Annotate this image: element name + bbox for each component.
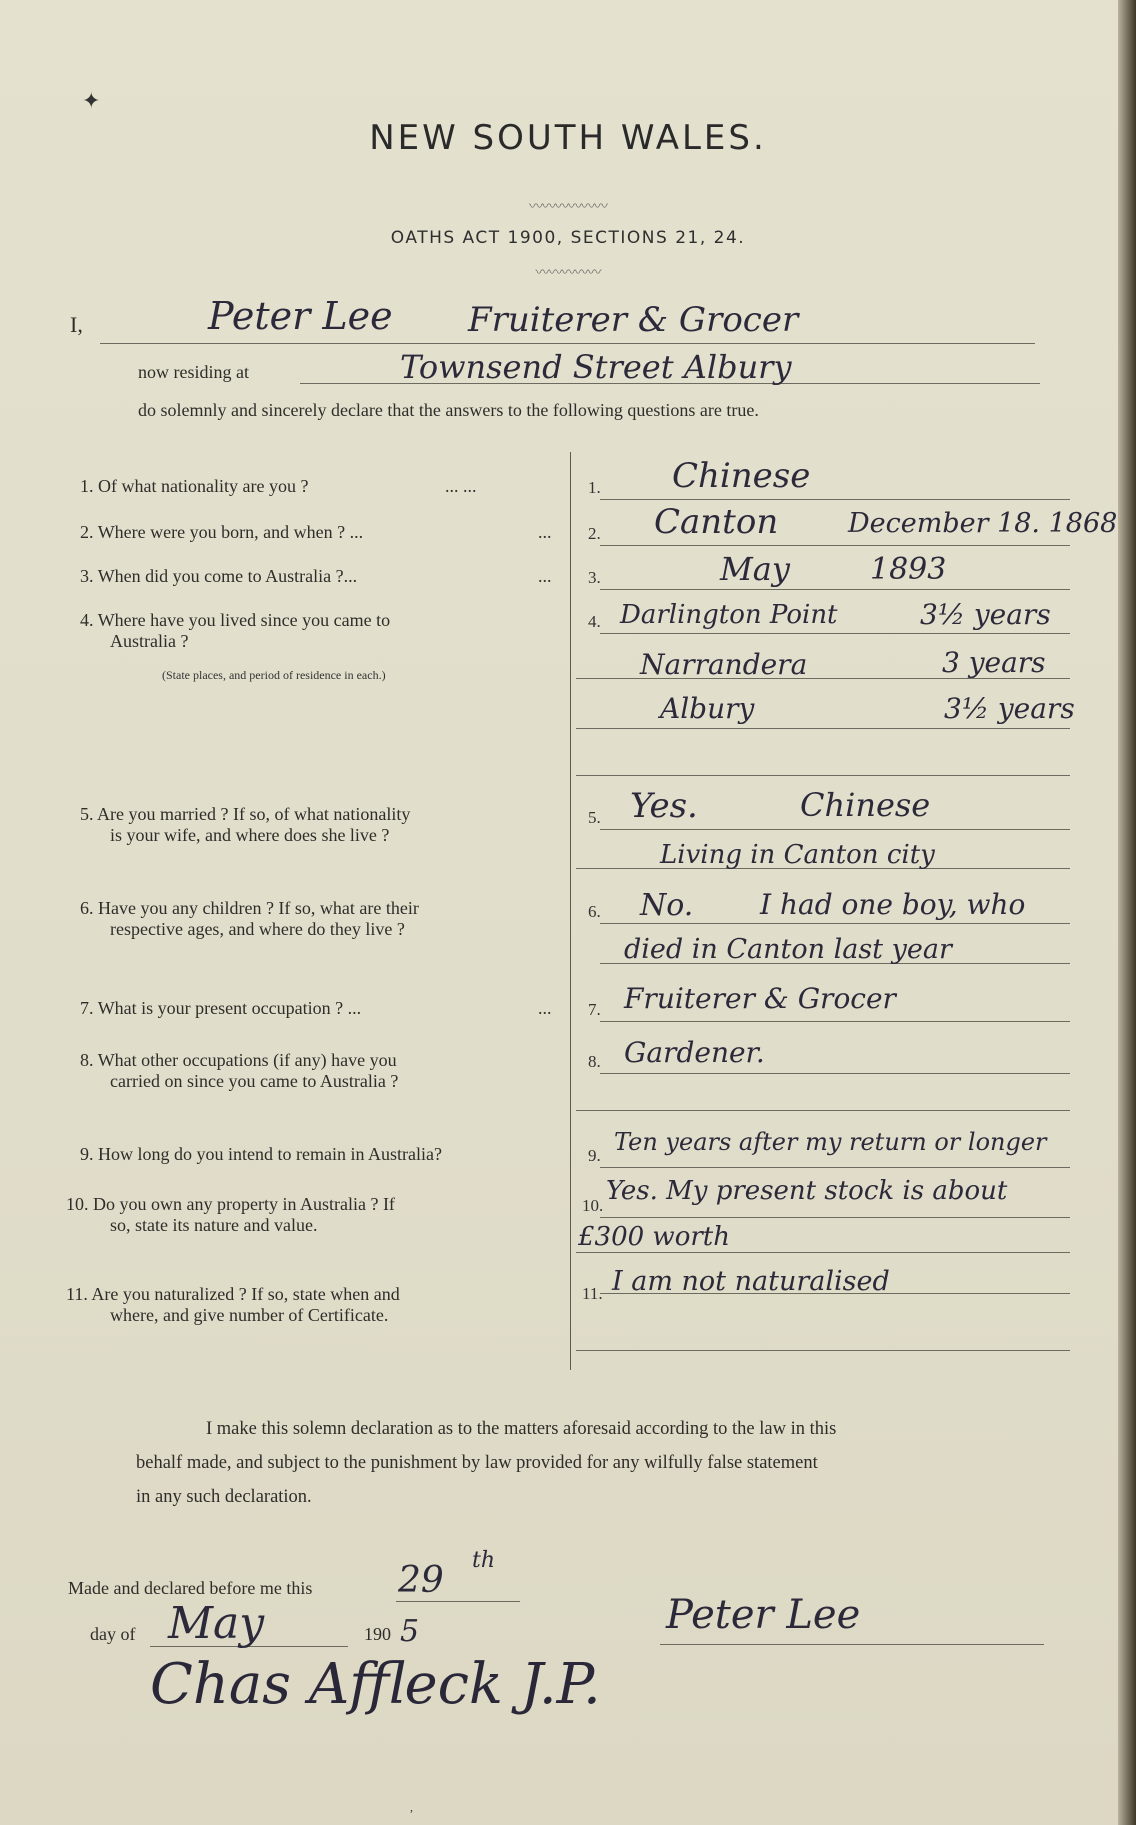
decorative-rule-bottom: 〰〰〰〰〰	[535, 266, 601, 281]
answer-6-rule-1	[600, 923, 1070, 924]
answer-5-num: 5.	[588, 808, 601, 827]
answer-4-rule-4	[576, 775, 1070, 776]
question-7: 7. What is your present occupation ? ...	[80, 998, 362, 1018]
justice-signature: Chas Affleck J.P.	[150, 1652, 601, 1717]
answer-7-occupation: Fruiterer & Grocer	[624, 982, 896, 1015]
question-2: 2. Where were you born, and when ? ...	[80, 522, 364, 542]
ink-mark: ✦	[82, 88, 101, 113]
made-declared-label: Made and declared before me this	[68, 1578, 313, 1598]
answer-4-place-2: Narrandera	[640, 648, 808, 681]
answer-6-detail-1: I had one boy, who	[760, 888, 1026, 921]
year-digit: 5	[400, 1614, 420, 1649]
answer-10-value: £300 worth	[578, 1222, 730, 1252]
answer-10-rule-2	[576, 1252, 1070, 1253]
column-divider	[570, 452, 571, 1370]
answer-4-period-3: 3½ years	[944, 692, 1075, 725]
answer-9-num: 9.	[588, 1146, 601, 1165]
answer-8-rule-1	[600, 1073, 1070, 1074]
year-prefix: 190	[364, 1624, 391, 1644]
page-edge	[1118, 0, 1136, 1825]
answer-6-num: 6.	[588, 902, 601, 921]
question-4: 4. Where have you lived since you came to Australia ?	[80, 610, 391, 651]
decorative-rule-top: 〰〰〰〰〰〰	[529, 200, 607, 215]
question-3-dots: ...	[538, 566, 552, 586]
answer-3-rule	[600, 589, 1070, 590]
answer-4-period-1: 3½ years	[920, 598, 1051, 631]
answer-8-other-occupations: Gardener.	[624, 1036, 765, 1069]
answer-2-rule	[600, 545, 1070, 546]
declarant-name: Peter Lee	[208, 294, 393, 338]
answer-9-intended-stay: Ten years after my return or longer	[614, 1128, 1047, 1156]
question-4-note: (State places, and period of residence in each.)	[162, 668, 386, 682]
answer-7-rule	[600, 1021, 1070, 1022]
answer-2-birthdate: December 18. 1868	[848, 508, 1118, 539]
question-3: 3. When did you come to Australia ?...	[80, 566, 358, 586]
answer-11-naturalization: I am not naturalised	[612, 1266, 890, 1297]
day-of-label: day of	[90, 1624, 136, 1644]
answer-4-place-3: Albury	[660, 692, 755, 725]
answer-8-rule-2	[576, 1110, 1070, 1111]
answer-4-rule-1	[600, 633, 1070, 634]
question-1-dots: ... ...	[445, 476, 477, 496]
question-8: 8. What other occupations (if any) have you carried on since you came to Australia ?	[80, 1050, 399, 1091]
answer-11-num: 11.	[582, 1284, 603, 1303]
residence-value: Townsend Street Albury	[400, 348, 792, 386]
residing-label: now residing at	[138, 362, 249, 382]
answer-10-num: 10.	[582, 1196, 604, 1215]
declarant-occupation: Fruiterer & Grocer	[468, 300, 799, 340]
question-2-dots: ...	[538, 522, 552, 542]
declaration-statement: do solemnly and sincerely declare that the answers to the following questions are true.	[138, 400, 759, 420]
form-title: NEW SOUTH WALES.	[369, 118, 767, 158]
answer-3-month: May	[720, 550, 790, 588]
answer-3-year: 1893	[870, 552, 947, 587]
ink-speck: ,	[410, 1800, 413, 1814]
name-rule	[100, 343, 1035, 344]
declarant-pronoun: I,	[70, 312, 83, 337]
act-subtitle: OATHS ACT 1900, SECTIONS 21, 24.	[390, 228, 746, 248]
answer-10-property: Yes. My present stock is about	[606, 1176, 1008, 1206]
answer-2-birthplace: Canton	[654, 502, 779, 542]
question-11: 11. Are you naturalized ? If so, state when and where, and give number of Certificate.	[66, 1284, 400, 1325]
attestation-month: May	[168, 1598, 265, 1649]
question-9: 9. How long do you intend to remain in Australia?	[80, 1144, 442, 1164]
answer-1-num: 1.	[588, 478, 601, 497]
closing-line-1: I make this solemn declaration as to the matters aforesaid according to the law in this	[206, 1419, 837, 1439]
declarant-signature-rule	[660, 1644, 1044, 1645]
answer-5-wife-nationality: Chinese	[800, 786, 931, 824]
question-1: 1. Of what nationality are you ?	[80, 476, 309, 496]
answer-3-num: 3.	[588, 568, 601, 587]
closing-line-2: behalf made, and subject to the punishment by law provided for any wilfully false statement	[136, 1453, 818, 1473]
declarant-signature: Peter Lee	[666, 1592, 861, 1638]
question-6: 6. Have you any children ? If so, what are their respective ages, and where do they live ?	[80, 898, 419, 939]
day-rule	[396, 1601, 520, 1602]
answer-1-nationality: Chinese	[672, 456, 811, 496]
answer-4-num: 4.	[588, 612, 601, 631]
attestation-day: 29	[398, 1560, 444, 1601]
answer-4-period-2: 3 years	[942, 646, 1046, 679]
closing-line-3: in any such declaration.	[136, 1487, 312, 1507]
answer-7-num: 7.	[588, 1000, 601, 1019]
answer-10-rule-1	[600, 1217, 1070, 1218]
answer-5-married: Yes.	[630, 786, 698, 826]
answer-2-num: 2.	[588, 524, 601, 543]
answer-5-rule-1	[600, 829, 1070, 830]
question-10: 10. Do you own any property in Australia ? If so, state its nature and value.	[66, 1194, 395, 1235]
answer-8-num: 8.	[588, 1052, 601, 1071]
question-5: 5. Are you married ? If so, of what nationality is your wife, and where does she live ?	[80, 804, 411, 845]
question-7-dots: ...	[538, 998, 552, 1018]
answer-5-wife-residence: Living in Canton city	[660, 840, 935, 870]
answer-9-rule	[600, 1167, 1070, 1168]
attestation-day-suffix: th	[472, 1548, 496, 1573]
answer-6-children: No.	[640, 888, 694, 923]
answer-4-rule-3	[576, 728, 1070, 729]
answer-6-detail-2: died in Canton last year	[624, 934, 952, 965]
answer-11-rule-2	[576, 1350, 1070, 1351]
answer-1-rule	[600, 499, 1070, 500]
answer-4-place-1: Darlington Point	[620, 600, 838, 630]
